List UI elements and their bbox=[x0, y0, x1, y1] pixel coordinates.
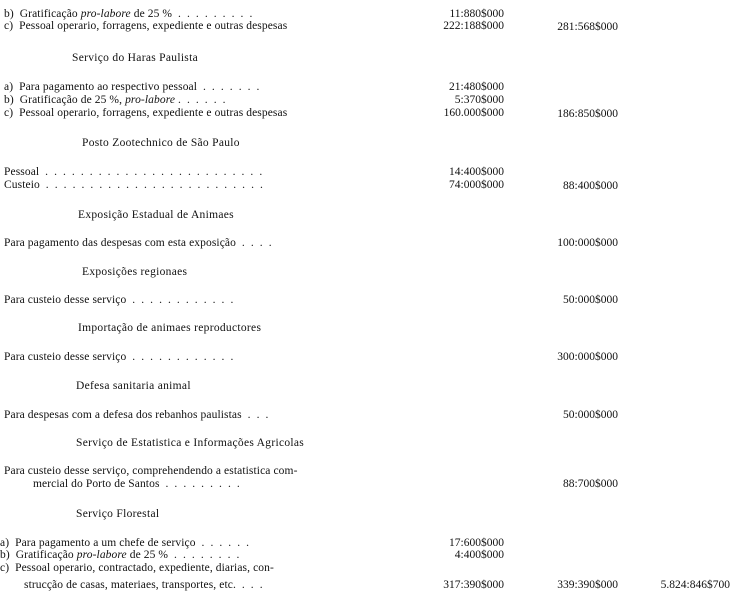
item-label: c) bbox=[4, 107, 14, 119]
section-heading: Serviço Florestal bbox=[76, 508, 160, 520]
line-text: de 25 % . . . . . . . . . bbox=[133, 8, 253, 20]
section-total: 50:000$000 bbox=[563, 294, 618, 306]
line-text: Gratificação bbox=[15, 549, 74, 561]
amount-value: 74:000$000 bbox=[449, 179, 504, 191]
line-florestal-b bbox=[0, 549, 240, 561]
item-label: b) bbox=[0, 549, 10, 561]
section-total: 300:000$000 bbox=[557, 351, 618, 363]
item-label: c) bbox=[4, 20, 14, 32]
item-label: c) bbox=[0, 562, 10, 574]
section-heading: Defesa sanitaria animal bbox=[76, 380, 191, 392]
line-text: Pessoal operario, forragens, expediente e outras despesas bbox=[19, 107, 288, 119]
line-florestal-c1 bbox=[0, 562, 274, 574]
line-text: de 25 % . . . . . . . . bbox=[129, 549, 240, 561]
line-text: Para custeio desse serviço . . . . . . . . . . . . bbox=[4, 294, 234, 306]
amount-value: 14:400$000 bbox=[449, 166, 504, 178]
line-florestal-a bbox=[0, 537, 249, 549]
amount-value: 5:370$000 bbox=[454, 94, 504, 106]
section-total: 100:000$000 bbox=[557, 237, 618, 249]
line-text: Gratificação bbox=[19, 8, 78, 20]
item-label: a) bbox=[4, 81, 14, 93]
amount-value: 4:400$000 bbox=[454, 549, 504, 561]
grand-total: 5.824:846$700 bbox=[660, 579, 730, 591]
item-label: b) bbox=[4, 94, 14, 106]
line-text: strucção de casas, materiaes, transportes, etc. . . . bbox=[24, 579, 263, 591]
item-label: a) bbox=[0, 537, 10, 549]
line-text: Para pagamento ao respectivo pessoal . . . . . . . bbox=[19, 81, 260, 93]
line-text: Pessoal operario, contractado, expediente, diarias, con- bbox=[15, 562, 274, 574]
line-text: Para pagamento das despesas com esta exposição . . . . bbox=[4, 237, 272, 249]
section-heading: Exposições regionaes bbox=[82, 266, 188, 278]
section-total: 50:000$000 bbox=[563, 409, 618, 421]
line-text: Custeio . . . . . . . . . . . . . . . . . . . . . . . . . bbox=[4, 179, 263, 191]
line-text: Pessoal operario, forragens, expediente e outras despesas bbox=[19, 20, 288, 32]
section-heading: Exposição Estadual de Animaes bbox=[78, 209, 234, 221]
line-text: mercial do Porto de Santos . . . . . . . . . bbox=[33, 478, 240, 490]
line-text: Para custeio desse serviço, comprehendendo a estatistica com- bbox=[4, 465, 298, 477]
line-haras-b bbox=[4, 94, 226, 106]
line-haras-a bbox=[4, 81, 260, 93]
italic-text: pro-labore bbox=[80, 8, 131, 20]
section-total: 281:568$000 bbox=[557, 21, 618, 33]
line-top-c bbox=[4, 20, 287, 32]
amount-value: 317:390$000 bbox=[443, 579, 504, 591]
section-total: 88:700$000 bbox=[563, 478, 618, 490]
amount-value: 160.000$000 bbox=[443, 107, 504, 119]
line-text: Para custeio desse serviço . . . . . . . . . . . . bbox=[4, 351, 234, 363]
section-heading: Posto Zootechnico de São Paulo bbox=[82, 137, 240, 149]
line-top-b bbox=[4, 8, 252, 20]
amount-value: 17:600$000 bbox=[449, 537, 504, 549]
italic-text: pro-labore bbox=[125, 94, 176, 106]
section-heading: Serviço do Haras Paulista bbox=[72, 52, 198, 64]
section-total: 186:850$000 bbox=[557, 108, 618, 120]
line-text: Para despesas com a defesa dos rebanhos paulistas . . . bbox=[4, 409, 269, 421]
line-text: Gratificação de 25 %, bbox=[19, 94, 123, 106]
line-text: . . . . . . bbox=[175, 94, 226, 106]
section-heading: Serviço de Estatistica e Informações Agricolas bbox=[76, 437, 305, 449]
amount-value: 21:480$000 bbox=[449, 81, 504, 93]
section-heading: Importação de animaes reproductores bbox=[78, 322, 262, 334]
line-haras-c bbox=[4, 107, 287, 119]
section-total: 88:400$000 bbox=[563, 180, 618, 192]
line-text: Para pagamento a um chefe de serviço . . . . . . bbox=[15, 537, 250, 549]
amount-value: 11:880$000 bbox=[449, 8, 504, 20]
italic-text: pro-labore bbox=[76, 549, 127, 561]
item-label: b) bbox=[4, 8, 14, 20]
amount-value: 222:188$000 bbox=[443, 20, 504, 32]
section-total: 339:390$000 bbox=[557, 579, 618, 591]
line-text: Pessoal . . . . . . . . . . . . . . . . . . . . . . . . . bbox=[4, 166, 263, 178]
